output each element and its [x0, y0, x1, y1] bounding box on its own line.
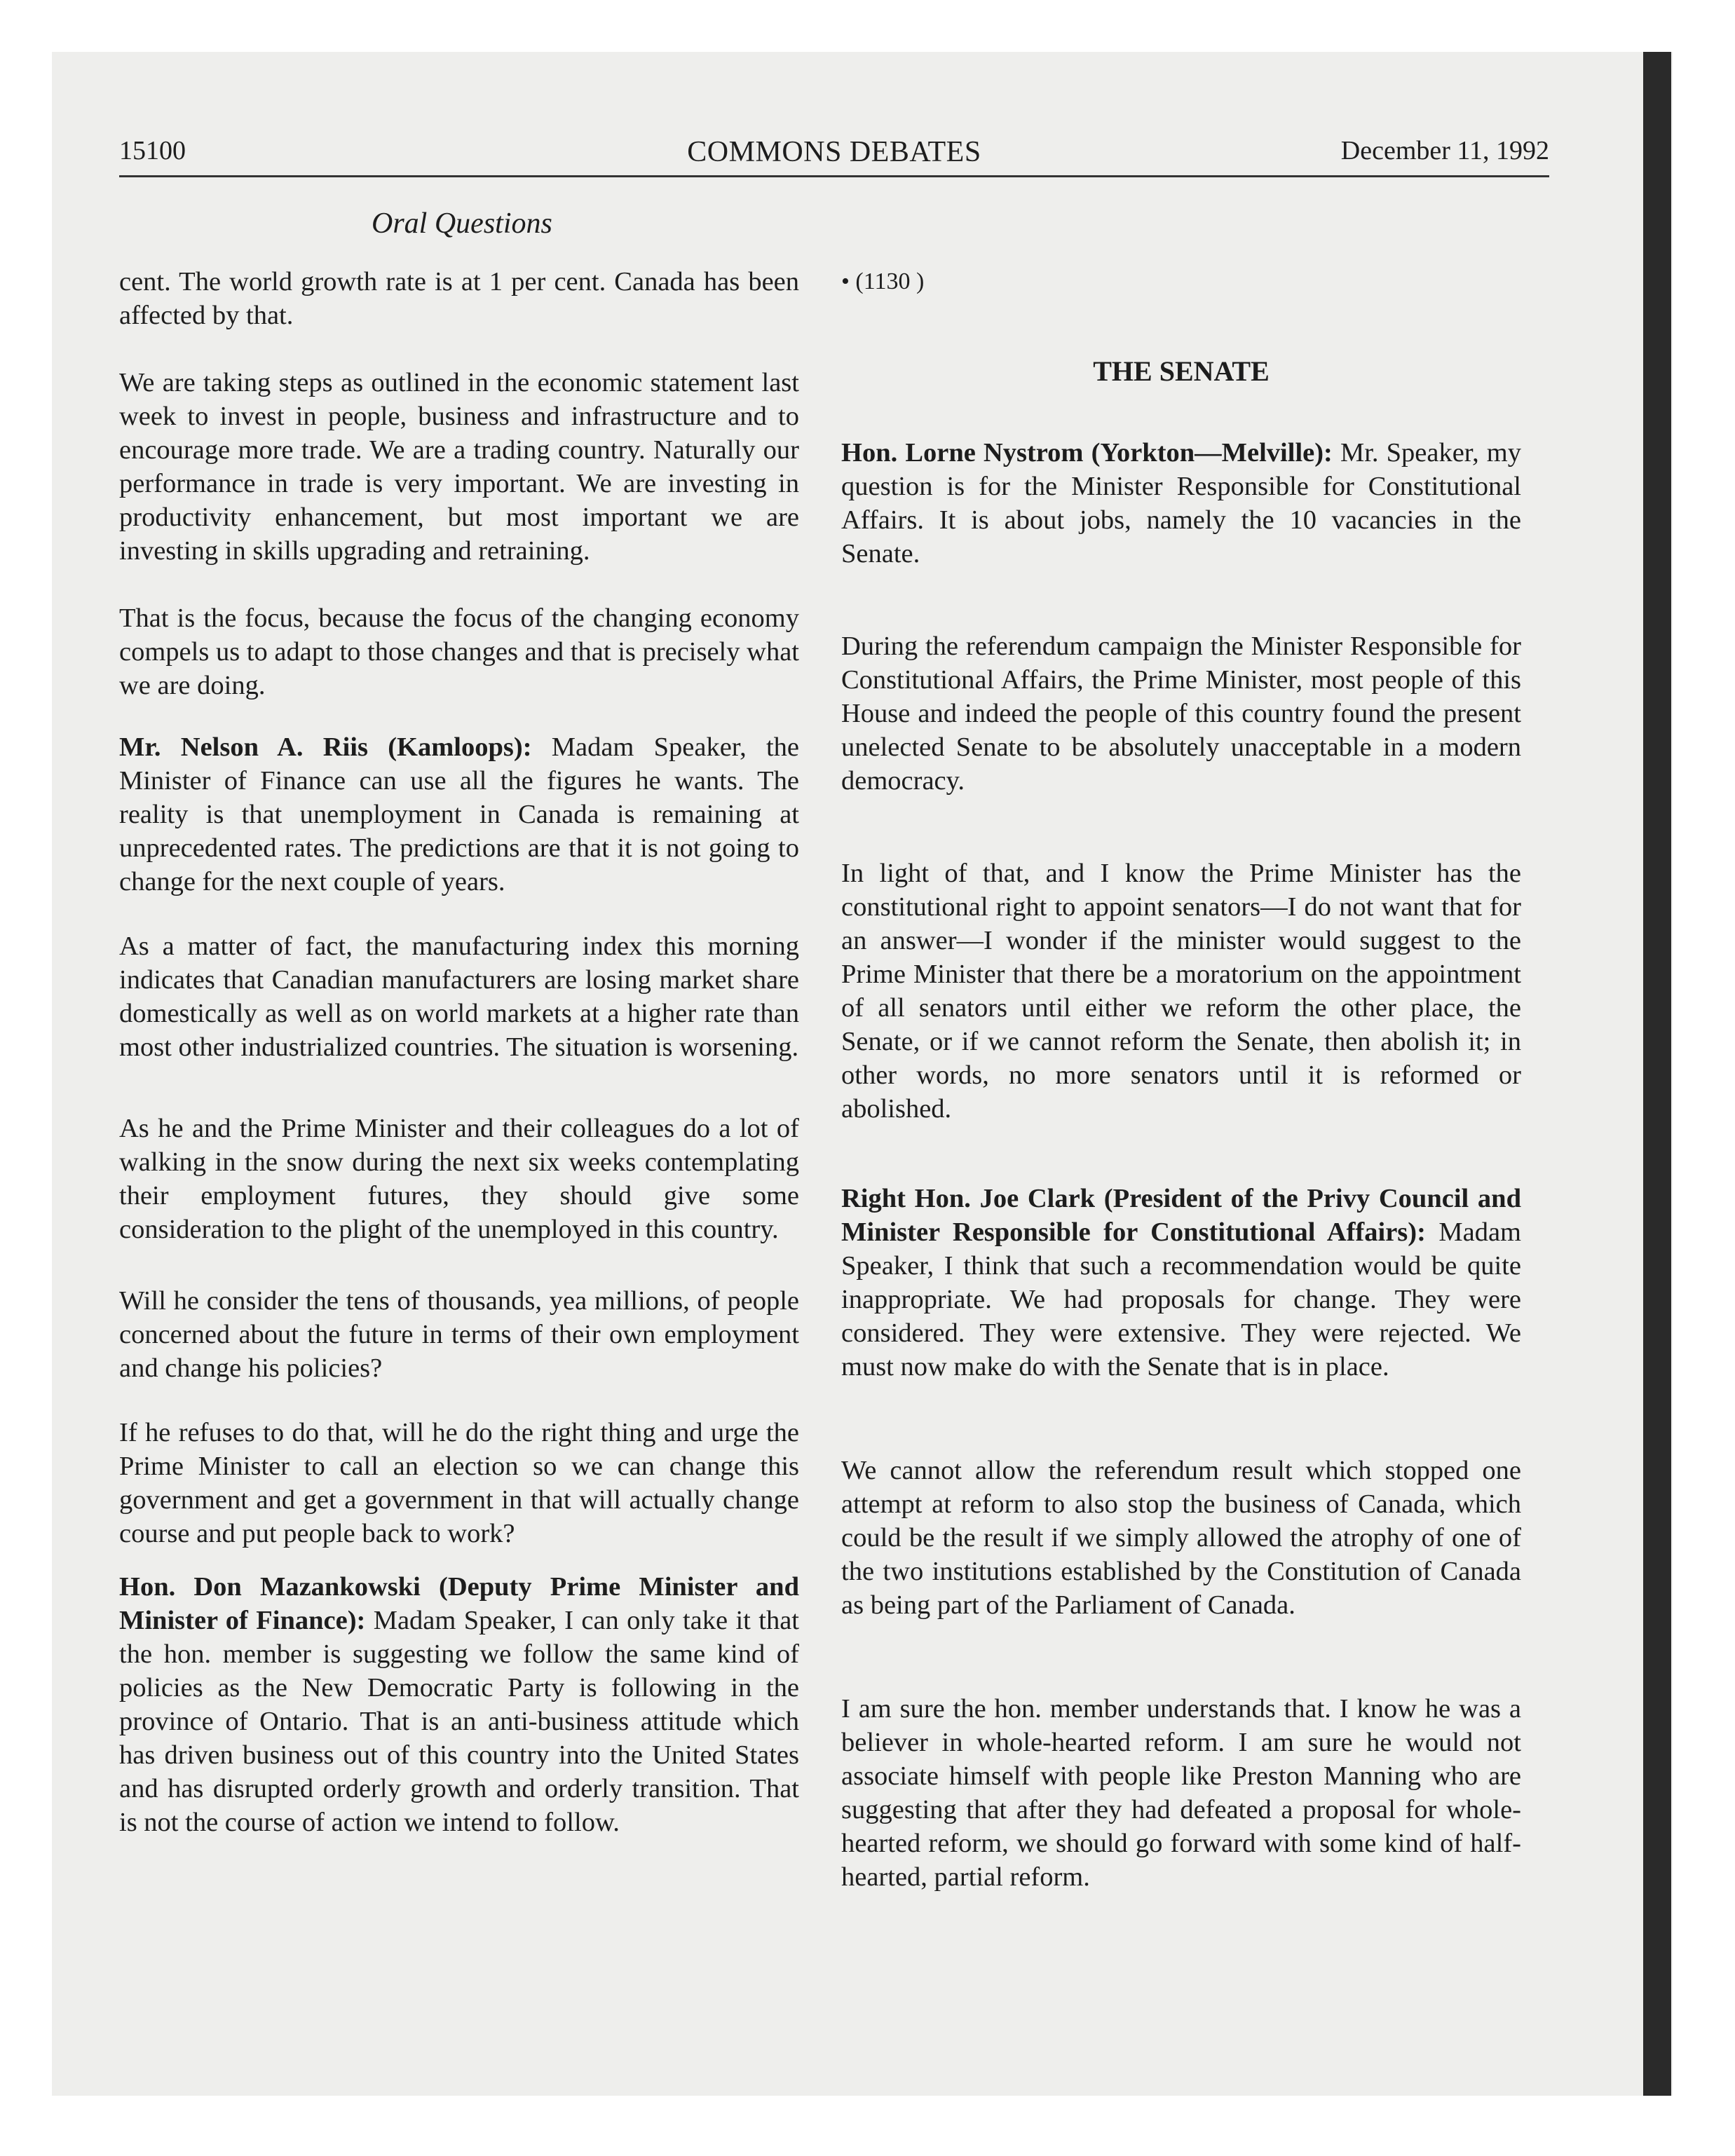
- paragraph-text: Madam Speaker, I think that such a recommendation would be quite inappropriate. We had proposals for change. They were considered. They were extensive. They were rejected. We must now make do with the Senate that is in place.: [841, 1217, 1521, 1381]
- time-marker: • (1130 ): [841, 268, 925, 294]
- paragraph-text: That is the focus, because the focus of the changing economy compels us to adapt to those changes and that is precisely what we are doing.: [119, 603, 799, 700]
- paragraph-text: Will he consider the tens of thousands, yea millions, of people concerned about the future in terms of their own employment and change his policies?: [119, 1286, 799, 1383]
- paragraph-text: Mr. Speaker, my question is for the Minister Responsible for Constitutional Affairs. It is about jobs, namely the 10 vacancies in the Senate.: [841, 438, 1521, 568]
- paragraph: [119, 1416, 799, 1550]
- paragraph: [841, 1454, 1521, 1622]
- paragraph: [119, 730, 799, 899]
- paragraph: [841, 1182, 1521, 1384]
- paragraph-text: I am sure the hon. member understands that. I know he was a believer in whole-hearted reform. I am sure he would not associate himself with people like Preston Manning who are suggesting that after they had defeated a proposal for whole-hearted reform, we should go forward with some kind of half-hearted, partial reform.: [841, 1694, 1521, 1892]
- paragraph: [841, 629, 1521, 798]
- speaker-name: Mr. Nelson A. Riis (Kamloops):: [119, 732, 532, 762]
- page-header: [119, 135, 1549, 177]
- publication-date: December 11, 1992: [1340, 136, 1549, 165]
- paragraph-text: If he refuses to do that, will he do the right thing and urge the Prime Minister to call an election so we can change this government and get a government in that will actually change course and put people back to work?: [119, 1418, 799, 1548]
- paragraph-text: We are taking steps as outlined in the economic statement last week to invest in people, business and infrastructure and to encourage more trade. We are a trading country. Naturally our performance in trade is very important. We are investing in productivity enhancement, but most important we are investing in skills upgrading and retraining.: [119, 368, 799, 566]
- publication-title: COMMONS DEBATES: [687, 136, 981, 168]
- speaker-name: Right Hon. Joe Clark (President of the Privy Council and Minister Responsible for Constitutional Affairs):: [841, 1184, 1521, 1247]
- speaker-name: Hon. Lorne Nystrom (Yorkton—Melville):: [841, 438, 1333, 468]
- paragraph-text: As he and the Prime Minister and their colleagues do a lot of walking in the snow during the next six weeks contemplating their employment futures, they should give some consideration to the plight of the unemployed in this country.: [119, 1114, 799, 1244]
- page-number: 15100: [119, 136, 186, 165]
- paragraph-text: In light of that, and I know the Prime Minister has the constitutional right to appoint senators—I do not want that for an answer—I wonder if the minister would suggest to the Prime Minister that there be a moratorium on the appointment of all senators until either we reform the other place, the Senate, or if we cannot reform the Senate, then abolish it; in other words, no more senators until it is reformed or abolished.: [841, 859, 1521, 1124]
- header-rule: [119, 175, 1549, 177]
- paragraph: [841, 1692, 1521, 1894]
- paragraph: [119, 1570, 799, 1839]
- paragraph: [119, 265, 799, 332]
- section-heading: THE SENATE: [1093, 355, 1270, 387]
- speaker-name: Hon. Don Mazankowski (Deputy Prime Minister and Minister of Finance):: [119, 1572, 799, 1635]
- paragraph: [119, 1112, 799, 1246]
- paragraph-text: Madam Speaker, the Minister of Finance can use all the figures he wants. The reality is that unemployment in Canada is remaining at unprecedented rates. The predictions are that it is not going to change for the next couple of years.: [119, 732, 799, 896]
- paragraph: [119, 929, 799, 1064]
- paragraph-text: We cannot allow the referendum result which stopped one attempt at reform to also stop the business of Canada, which could be the result if we simply allowed the atrophy of one of the two institutions established by the Constitution of Canada as being part of the Parliament of Canada.: [841, 1456, 1521, 1620]
- paragraph-text: cent. The world growth rate is at 1 per cent. Canada has been affected by that.: [119, 267, 799, 330]
- left-column: [119, 265, 799, 1839]
- paragraph: [841, 857, 1521, 1126]
- right-column: [841, 265, 1521, 1894]
- paragraph-text: As a matter of fact, the manufacturing index this morning indicates that Canadian manufacturers are losing market share domestically as well as on world markets at a higher rate than most other industrialized countries. The situation is worsening.: [119, 932, 799, 1062]
- scan-edge-shadow: [1643, 52, 1671, 2096]
- paragraph: [841, 436, 1521, 571]
- paragraph-text: Madam Speaker, I can only take it that the hon. member is suggesting we follow the same kind of policies as the New Democratic Party is following in the province of Ontario. That is an anti-business attitude which has driven business out of this country into the United States and has disrupted orderly growth and orderly transition. That is not the course of action we intend to follow.: [119, 1606, 799, 1837]
- paragraph: [119, 366, 799, 568]
- paragraph: [119, 1284, 799, 1385]
- section-label: Oral Questions: [372, 207, 552, 240]
- paragraph-text: During the referendum campaign the Minister Responsible for Constitutional Affairs, the Prime Minister, most people of this House and indeed the people of this country found the present unelected Senate to be absolutely unacceptable in a modern democracy.: [841, 632, 1521, 796]
- paragraph: [119, 601, 799, 702]
